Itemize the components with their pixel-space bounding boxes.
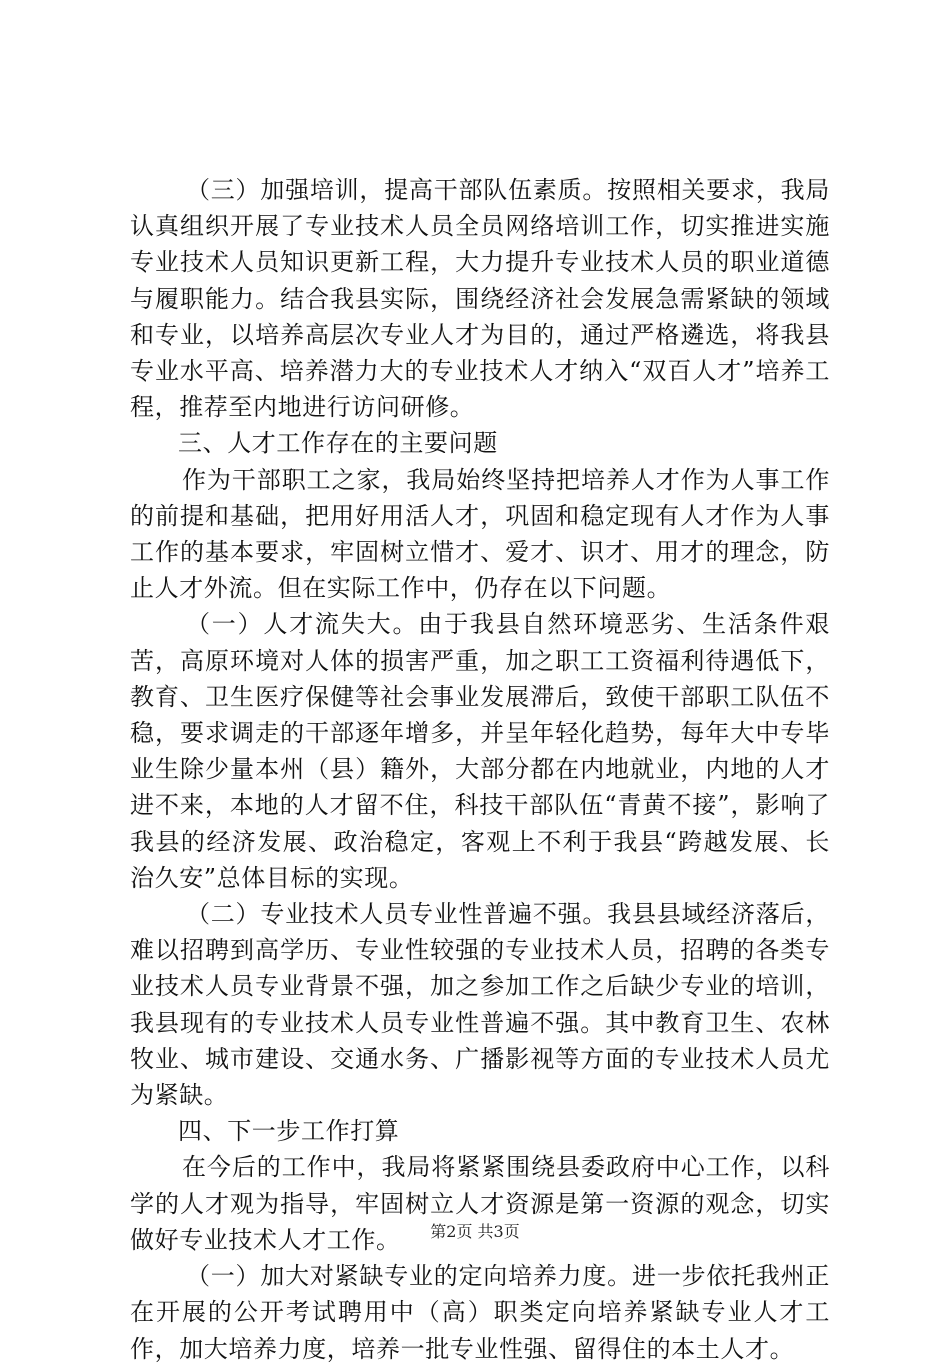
paragraph-targeted-training: （一）加大对紧缺专业的定向培养力度。进一步依托我州正在开展的公开考试聘用中（高）职类定向培养紧缺专业人才工作，加大培养力度，培养一批专业性强、留得住的本土人才。: [130, 1262, 830, 1363]
paragraph-talent-loss: （一）人才流失大。由于我县自然环境恶劣、生活条件艰苦，高原环境对人体的损害严重，加之职工工资福利待遇低下，教育、卫生医疗保健等社会事业发展滞后，致使干部职工队伍不稳，要求调走的干部逐年增多，并呈年轻化趋势，每年大中专毕业生除少量本州（县）籍外，大部分都在内地就业，内地的人才进不来，本地的人才留不住，科技干部队伍“青黄不接”，影响了我县的经济发展、政治稳定，客观上不利于我县“跨越发展、长治久安”总体目标的实现。: [130, 610, 830, 892]
document-body: [130, 172, 830, 1367]
paragraph-next-steps-intro: 在今后的工作中，我局将紧紧围绕县委政府中心工作，以科学的人才观为指导，牢固树立人才资源是第一资源的观念，切实做好专业技术人才工作。: [130, 1153, 830, 1254]
section-heading-next-steps: 四、下一步工作打算: [178, 1117, 400, 1146]
paragraph-weak-professionalism: （二）专业技术人员专业性普遍不强。我县县域经济落后，难以招聘到高学历、专业性较强的专业技术人员，招聘的各类专业技术人员专业背景不强，加之参加工作之后缺少专业的培训，我县现有的专业技术人员专业性普遍不强。其中教育卫生、农林牧业、城市建设、交通水务、广播影视等方面的专业技术人员尤为紧缺。: [130, 900, 830, 1110]
page-footer: 第2页 共3页: [430, 1222, 520, 1241]
paragraph-training: （三）加强培训，提高干部队伍素质。按照相关要求，我局认真组织开展了专业技术人员全员网络培训工作，切实推进实施专业技术人员知识更新工程，大力提升专业技术人员的职业道德与履职能力。结合我县实际，围绕经济社会发展急需紧缺的领域和专业，以培养高层次专业人才为目的，通过严格遴选，将我县专业水平高、培养潜力大的专业技术人才纳入“双百人才”培养工程，推荐至内地进行访问研修。: [130, 176, 830, 422]
paragraph-problems-intro: 作为干部职工之家，我局始终坚持把培养人才作为人事工作的前提和基础，把用好用活人才，巩固和稳定现有人才作为人事工作的基本要求，牢固树立惜才、爱才、识才、用才的理念，防止人才外流。但在实际工作中，仍存在以下问题。: [130, 465, 830, 603]
section-heading-problems: 三、人才工作存在的主要问题: [178, 429, 498, 458]
